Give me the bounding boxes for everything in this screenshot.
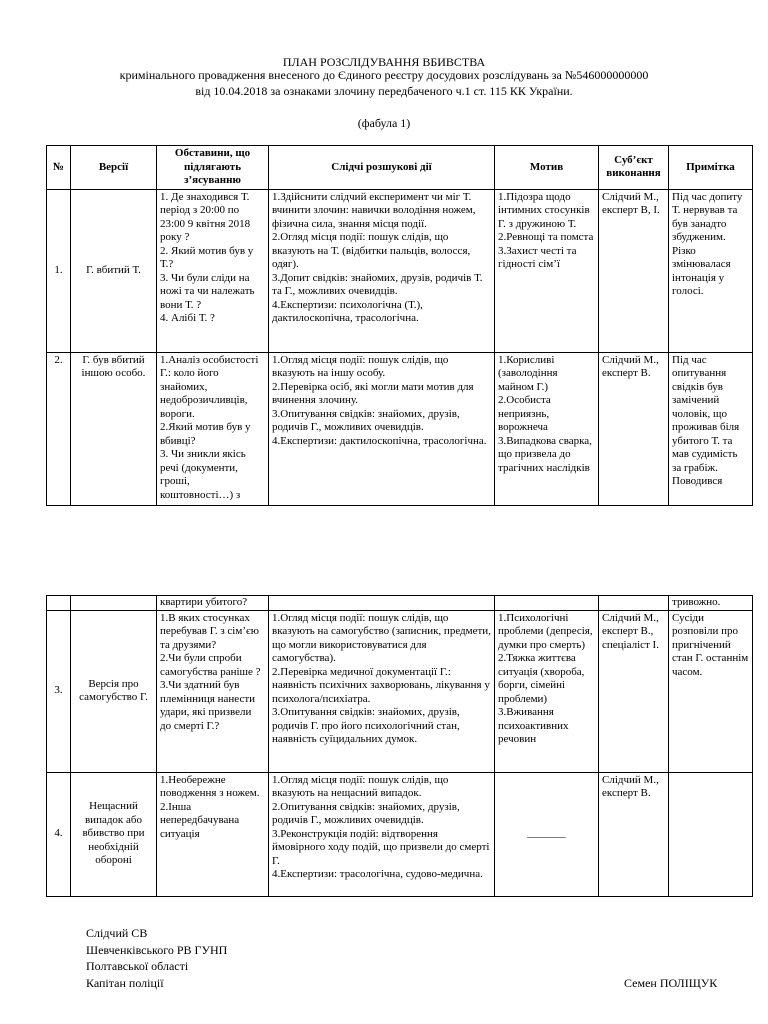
row-subject: Слідчий М., експерт В. xyxy=(599,772,669,896)
row-actions: 1.Огляд місця події: пошук слідів, що вказують на нещасний випадок. 2.Опитування свідків: знайомих, друзів, родичів Г., можливих очевидців. 3.Реконструкція подій: відтворення ймовірного ходу подій, що призвели до смерті Г. 4.Експертизи: трасологічна, судово-медична. xyxy=(269,772,495,896)
row-version: Г. вбитий Т. xyxy=(71,189,157,352)
row-actions: 1.Огляд місця події: пошук слідів, що вказують на іншу особу. 2.Перевірка осіб, які могли мати мотив для вчинення злочину. 3.Опитування свідків: знайомих, друзів, родичів Г., можливих очевидців. 4.Експертизи: дактилоскопічна, трасологічна. xyxy=(269,352,495,505)
signature-name: Семен ПОЛІЩУК xyxy=(624,976,718,990)
row-num: 1. xyxy=(47,189,71,352)
row-subject: Слідчий М., експерт В, І. xyxy=(599,189,669,352)
table-row xyxy=(47,352,753,505)
fabula-label: (фабула 1) xyxy=(357,116,411,130)
signature-region: Полтавської області xyxy=(86,959,189,973)
row-subject: Слідчий М., експерт В., спеціаліст І. xyxy=(599,610,669,772)
row-motive: 1.Психологічні проблеми (депресія, думки про смерть) 2.Тяжка життєва ситуація (хвороба, борги, сімейні проблеми) 3.Вживання психоактивних речовин xyxy=(495,610,599,772)
row-actions: 1.Огляд місця події: пошук слідів, що вказують на самогубство (записник, предмети, що могли використовуватися для самогубства). 2.Перевірка медичної документації Г.: наявність психічних захворювань, лікування у психолога/психіатра. 3.Опитування свідків: знайомих, друзів, родичів Г. про його психологічний стан, наявність суїцидальних думок. xyxy=(269,610,495,772)
investigation-plan-table xyxy=(46,145,753,506)
table-row xyxy=(47,610,753,772)
row-actions: 1.Здійснити слідчий експеримент чи міг Т. вчинити злочин: навички володіння ножем, фізична сила, знання місця події. 2.Огляд місця події: пошук слідів, що вказують на Т. (відбитки пальців, волосся, одяг). 3.Допит свідків: знайомих, друзів, родичів Т. та Г., можливих очевидців. 4.Експертизи: психологічна (Т.), дактилоскопічна, трасологічна. xyxy=(269,189,495,352)
row-circumstances: 1.В яких стосунках перебував Г. з сім’єю та друзями? 2.Чи були спроби самогубства раніше ? 3.Чи здатний був племінниця нанести удари, які призвели до смерті Г.? xyxy=(157,610,269,772)
row-motive: 1.Підозра щодо інтимних стосунків Г. з дружиною Т. 2.Ревнощі та помста 3.Захист честі та гідності сім’ї xyxy=(495,189,599,352)
header-motive: Мотив xyxy=(495,146,599,190)
header-num: № xyxy=(47,146,71,190)
signature-position: Слідчий СВ xyxy=(86,926,148,940)
row-note: Під час допиту Т. нервував та був занадто збудженим. Різко змінювалася інтонація у голосі. xyxy=(669,189,753,352)
signature-department: Шевченківського РВ ГУНП xyxy=(86,943,228,957)
row-motive: 1.Корисливі (заволодіння майном Г.) 2.Особиста неприязнь, ворожнеча 3.Випадкова сварка, що призвела до трагічних наслідків xyxy=(495,352,599,505)
row-num: 4. xyxy=(47,772,71,896)
row-motive: _______ xyxy=(495,772,599,896)
empty-cell xyxy=(71,596,157,611)
document-title: ПЛАН РОЗСЛІДУВАННЯ ВБИВСТВА xyxy=(282,55,486,69)
signature-rank: Капітан поліції xyxy=(86,976,164,990)
row-version: Нещасний випадок або вбивство при необхідній обороні xyxy=(71,772,157,896)
table-header-row xyxy=(47,146,753,190)
header-version: Версії xyxy=(71,146,157,190)
empty-cell xyxy=(495,596,599,611)
row-note: Під час опитування свідків був замічений чоловік, що проживав біля убитого Т. та мав судимість за грабіж. Поводився xyxy=(669,352,753,505)
row-note-continuation: тривожно. xyxy=(669,596,753,611)
row-note: Сусіди розповіли про пригнічений стан Г. останнім часом. xyxy=(669,610,753,772)
row-num: 3. xyxy=(47,610,71,772)
header-note: Примітка xyxy=(669,146,753,190)
row-circumstances: 1. Де знаходився Т. період з 20:00 по 23:00 9 квітня 2018 року ? 2. Який мотив був у Т.? 3. Чи були сліди на ножі та чи належать вони Т. ? 4. Алібі Т. ? xyxy=(157,189,269,352)
row-version: Версія про самогубство Г. xyxy=(71,610,157,772)
row-circumstances-continuation: квартири убитого? xyxy=(157,596,269,611)
table-row-continuation xyxy=(47,596,753,611)
header-circumstances: Обставини, що підлягають з’ясуванню xyxy=(157,146,269,190)
table-row xyxy=(47,772,753,896)
table-row xyxy=(47,189,753,352)
empty-cell xyxy=(47,596,71,611)
row-circumstances: 1.Необережне поводження з ножем. 2.Інша непередбачувана ситуація xyxy=(157,772,269,896)
date-article-line: від 10.04.2018 за ознаками злочину передбаченого ч.1 ст. 115 КК України. xyxy=(195,84,573,98)
row-circumstances: 1.Аналіз особистості Г.: коло його знайомих, недоброзичливців, вороги. 2.Який мотив був у вбивці? 3. Чи зникли якісь речі (документи, гроші, коштовності…) з xyxy=(157,352,269,505)
row-note xyxy=(669,772,753,896)
row-num: 2. xyxy=(47,352,71,505)
empty-cell xyxy=(269,596,495,611)
investigation-plan-table-continued xyxy=(46,595,753,897)
header-actions: Слідчі розшукові дії xyxy=(269,146,495,190)
row-subject: Слідчий М., експерт В. xyxy=(599,352,669,505)
row-version: Г. був вбитий іншою особо. xyxy=(71,352,157,505)
empty-cell xyxy=(599,596,669,611)
proceeding-line: кримінального провадження внесеного до Єдиного реєстру досудових розслідувань за №546000000000 xyxy=(119,68,649,82)
header-subject: Суб’єкт виконання xyxy=(599,146,669,190)
